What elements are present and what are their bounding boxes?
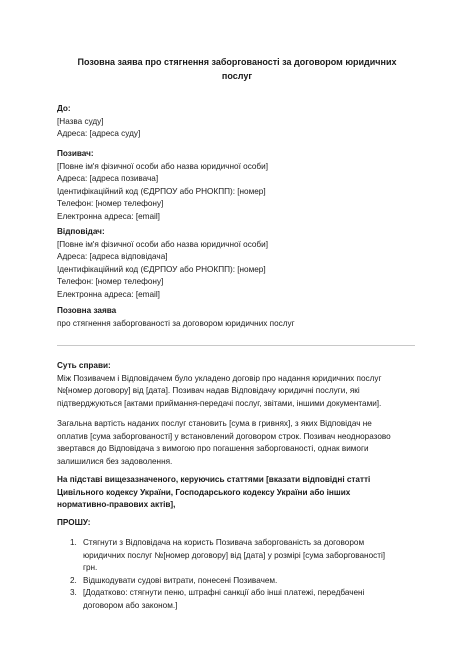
item-line: договором або законом.] <box>83 600 178 610</box>
essence-line: оплатив [сума заборгованості] у встановлений договором строк. Позивач неодноразово <box>57 431 391 441</box>
item-line: Стягнути з Відповідача на користь Позивача заборгованість за договором <box>83 538 365 547</box>
request-list <box>57 537 419 612</box>
defendant-line: Телефон: [номер телефону] <box>57 277 164 286</box>
legal-basis <box>57 474 419 512</box>
item-line: юридичних послуг №[номер договору] від [дата] у розмірі [сума заборгованості] <box>83 550 386 560</box>
plaintiff-line: [Повне ім'я фізичної особи або назва юридичної особи] <box>57 161 268 171</box>
plaintiff-line: Ідентифікаційний код (ЄДРПОУ або РНОКПП): [номер] <box>57 186 266 196</box>
item-number: 2. <box>70 575 77 585</box>
essence-line: Загальна вартість наданих послуг становить [сума в гривнях], з яких Відповідач не <box>57 419 372 428</box>
plaintiff-label: Позивач: <box>57 149 94 158</box>
legal-basis-line: Цивільного кодексу України, Господарського кодексу України або інших <box>57 487 351 497</box>
essence-paragraph-2 <box>57 418 419 468</box>
plaintiff-section <box>57 148 419 223</box>
legal-basis-line: нормативно-правових актів], <box>57 500 176 509</box>
claim-text: про стягнення заборгованості за договором юридичних послуг <box>57 318 295 328</box>
defendant-section <box>57 226 419 301</box>
item-line: грн. <box>83 563 98 572</box>
request-section <box>57 517 419 530</box>
essence-label: Суть справи: <box>57 361 111 370</box>
request-item <box>57 587 419 612</box>
essence-line: звертався до Відповідача з вимогою про погашення заборгованості, однак вимоги <box>57 444 369 453</box>
item-line: [Додатково: стягнути пеню, штрафні санкції або інші платежі, передбачені <box>83 588 365 597</box>
claim-label: Позовна заява <box>57 306 117 315</box>
plaintiff-line: Електронна адреса: [email] <box>57 211 160 221</box>
defendant-label: Відповідач: <box>57 227 105 236</box>
recipient-line: Адреса: [адреса суду] <box>57 129 141 138</box>
item-line: Відшкодувати судові витрати, понесені Позивачем. <box>83 575 278 585</box>
title-line: послуг <box>221 70 253 81</box>
recipient-label: До: <box>57 104 71 113</box>
request-item <box>57 575 419 588</box>
defendant-line: [Повне ім'я фізичної особи або назва юридичної особи] <box>57 239 268 249</box>
essence-line: підтверджуються [актами приймання-передачі послуг, звітами, іншими документами]. <box>57 398 382 408</box>
section-divider <box>57 345 415 346</box>
claim-section <box>57 305 419 330</box>
essence-line: Між Позивачем і Відповідачем було укладено договір про надання юридичних послуг <box>57 373 382 383</box>
request-item <box>57 537 419 575</box>
plaintiff-line: Телефон: [номер телефону] <box>57 199 164 208</box>
defendant-line: Електронна адреса: [email] <box>57 289 160 299</box>
essence-line: залишилися без задоволення. <box>57 456 173 466</box>
item-number: 3. <box>70 588 77 597</box>
defendant-line: Ідентифікаційний код (ЄДРПОУ або РНОКПП): [номер] <box>57 264 266 274</box>
plaintiff-line: Адреса: [адреса позивача] <box>57 174 159 183</box>
recipient-line: [Назва суду] <box>57 116 104 126</box>
essence-section <box>57 360 419 410</box>
legal-basis-line: На підставі вищезазначеного, керуючись статтями [вказати відповідні статті <box>57 475 371 484</box>
request-label: ПРОШУ: <box>57 518 91 527</box>
essence-line: №[номер договору] від [дата]. Позивач надав Відповідачу юридичні послуги, які <box>57 386 360 395</box>
recipient-section <box>57 103 419 141</box>
document-title <box>60 56 414 83</box>
title-line: Позовна заява про стягнення заборгованості за договором юридичних <box>77 57 397 67</box>
defendant-line: Адреса: [адреса відповідача] <box>57 252 168 261</box>
item-number: 1. <box>70 538 77 547</box>
